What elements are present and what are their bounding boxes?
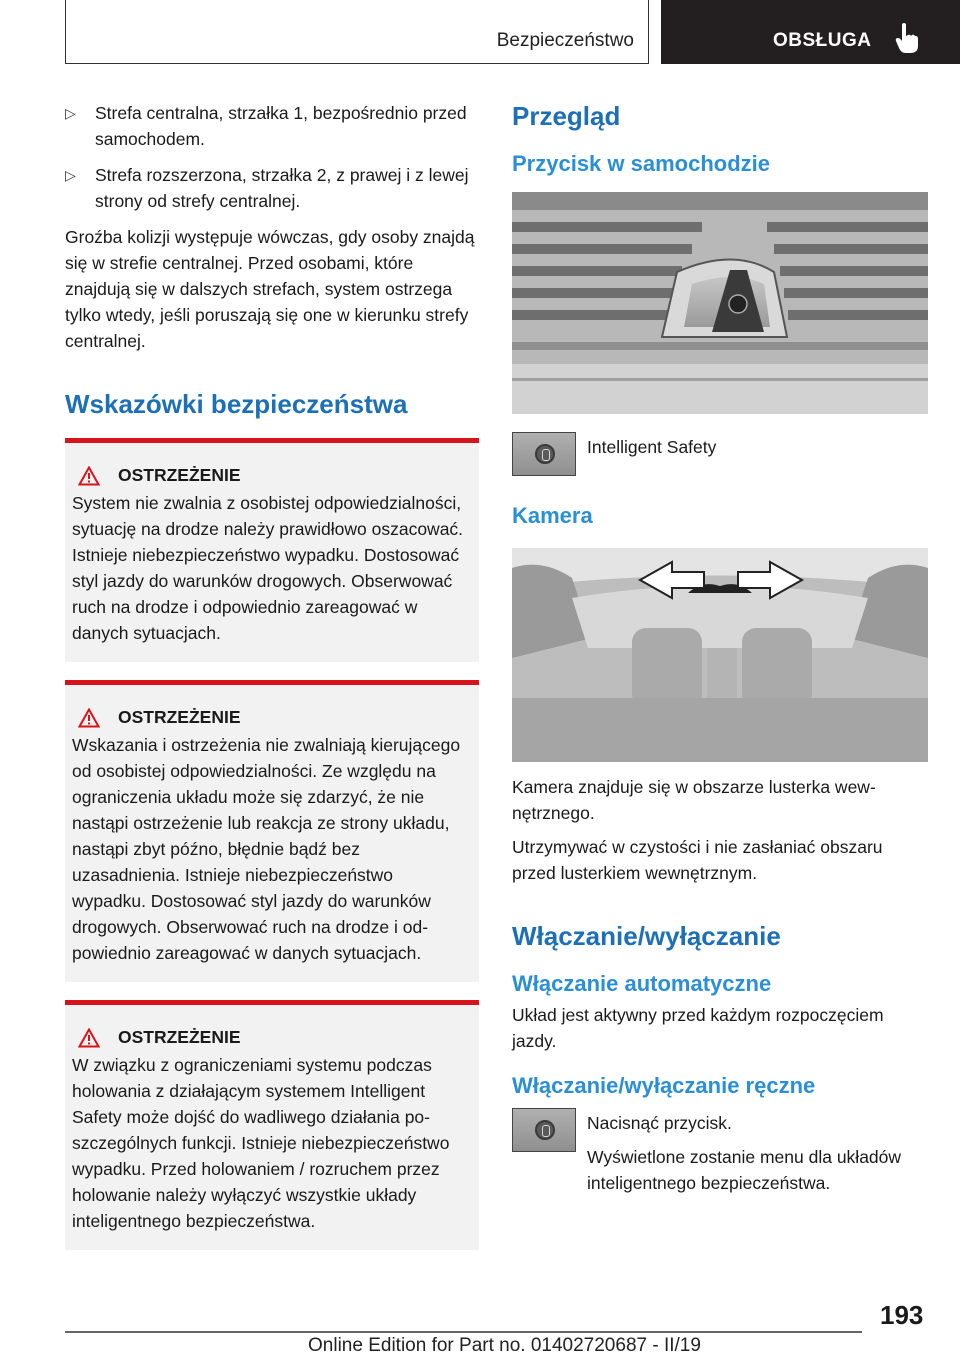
footer-edition: Online Edition for Part no. 01402720687 - II/19 <box>308 1335 701 1356</box>
button-label: Intelligent Safety <box>587 437 717 457</box>
onoff-heading: Włączanie/wyłączanie <box>512 921 781 951</box>
footer-divider <box>65 1331 862 1333</box>
warning-text: System nie zwalnia z osobistej odpowiedzialności, sytuację na drodze należy prawidłowo oszacować. Istnieje niebezpieczeństwo wypadku. Dostosować styl jazdy do warunków drogowych. Obserwować ruch na drodze i odpowiednio zareagować w danych sytuacjach. <box>72 493 464 643</box>
overview-heading: Przegląd <box>512 101 621 131</box>
manual-subheading: Włączanie/wyłączanie ręczne <box>512 1073 816 1098</box>
warning-box <box>65 438 479 662</box>
left-column <box>65 100 479 1250</box>
list-item <box>65 162 479 214</box>
button-photo <box>512 192 928 414</box>
safety-heading: Wskazówki bezpieczeństwa <box>65 389 408 419</box>
warning-title: OSTRZEŻENIE <box>118 465 241 485</box>
chapter-label: OBSŁUGA <box>773 30 872 51</box>
intelligent-safety-button-row <box>512 432 928 476</box>
page-number: 193 <box>880 1300 924 1330</box>
warning-triangle-icon <box>78 1028 100 1048</box>
warning-text: W związku z ograniczeniami systemu podczas holowania z działającym systemem Intelligent Safety może dojść do wadliwego działania poszczególnych funkcji. Istnieje niebezpieczeństwo wypadku. Przed holowaniem / rozruchem przez holowanie należy wyłączyć wszystkie układy inteligentnego bezpieczeństwa. <box>72 1055 450 1231</box>
chapter-tab <box>661 0 960 64</box>
header-section-box <box>65 0 649 64</box>
warning-text: Wskazania i ostrzeżenia nie zwalniają kierującego od osobistej odpowiedzialności. Ze względu na ograniczenia układu może się zdarzyć, że nie nastąpi ostrzeżenie lub reakcja ze strony układu, nastąpi zbyt późno, błędnie bądź bez uzasadnienia. Istnieje niebezpieczeństwo wypadku. Dostosować styl jazdy do warunków drogowych. Obserwować ruch na drodze i odpowiednio zareagować w danych sytuacjach. <box>72 735 461 963</box>
intelligent-safety-button-icon <box>512 1108 576 1152</box>
auto-text: Układ jest aktywny przed każdym rozpoczęciem jazdy. <box>512 1005 884 1051</box>
warning-box <box>65 680 479 982</box>
button-subheading: Przycisk w samochodzie <box>512 151 770 176</box>
warning-title: OSTRZEŻENIE <box>118 707 241 727</box>
right-column <box>512 100 928 1196</box>
triangle-bullet-icon: ▷ <box>65 167 76 183</box>
list-item-text: Strefa centralna, strzałka 1, bezpośrednio przed samochodem. <box>95 103 467 149</box>
warning-box <box>65 1000 479 1250</box>
warning-triangle-icon <box>78 466 100 486</box>
auto-subheading: Włączanie automatyczne <box>512 971 772 996</box>
list-item <box>65 100 479 152</box>
camera-subheading: Kamera <box>512 503 593 528</box>
list-item-text: Strefa rozszerzona, strzałka 2, z prawej i z lewej strony od strefy centralnej. <box>95 165 469 211</box>
camera-photo <box>512 548 928 762</box>
manual-step-2: Wyświetlone zostanie menu dla układów inteligentnego bezpieczeństwa. <box>587 1147 902 1193</box>
warning-triangle-icon <box>78 708 100 728</box>
triangle-bullet-icon: ▷ <box>65 105 76 121</box>
manual-step-row <box>512 1108 928 1196</box>
section-title: Bezpieczeństwo <box>496 30 634 51</box>
intro-paragraph: Groźba kolizji występuje wówczas, gdy osoby znajdą się w strefie centralnej. Przed osobami, które znajdują się w dalszych strefach, system ostrzega tylko wtedy, jeśli poruszają się one w kierunku strefy centralnej. <box>65 227 475 351</box>
hand-pointer-icon <box>895 22 919 54</box>
camera-text-1: Kamera znajduje się w obszarze lusterka wewnętrznego. <box>512 777 876 823</box>
intelligent-safety-button-icon <box>512 432 576 476</box>
manual-step-1: Nacisnąć przycisk. <box>587 1113 732 1133</box>
warning-title: OSTRZEŻENIE <box>118 1027 241 1047</box>
camera-text-2: Utrzymywać w czystości i nie zasłaniać obszaru przed lusterkiem wewnętrznym. <box>512 837 883 883</box>
